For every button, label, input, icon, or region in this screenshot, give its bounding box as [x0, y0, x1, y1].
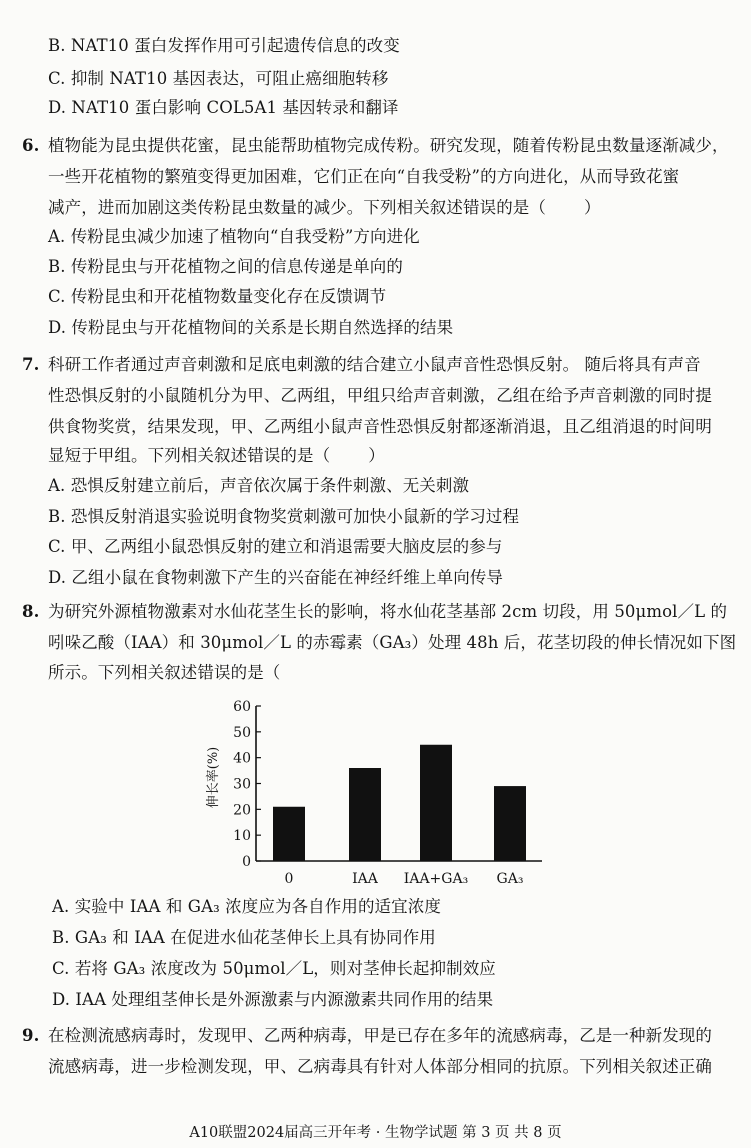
x-tick-label: 0	[284, 871, 294, 887]
y-tick-label: 40	[233, 750, 251, 767]
q5-option-b: B. NAT10 蛋白发挥作用可引起遗传信息的改变	[48, 36, 400, 55]
bar	[494, 786, 526, 861]
elongation-bar-chart	[200, 696, 550, 890]
q6-stem-line-1: 植物能为昆虫提供花蜜，昆虫能帮助植物完成传粉。研究发现，随着传粉昆虫数量逐渐减少，	[48, 136, 729, 155]
q6-option-d: D. 传粉昆虫与开花植物间的关系是长期自然选择的结果	[48, 318, 454, 337]
q7-option-b: B. 恐惧反射消退实验说明食物奖赏刺激可加快小鼠新的学习过程	[48, 507, 520, 526]
q7-option-a: A. 恐惧反射建立前后，声音依次属于条件刺激、无关刺激	[48, 476, 470, 495]
q9-stem-line-1: 在检测流感病毒时，发现甲、乙两种病毒，甲是已存在多年的流感病毒，乙是一种新发现的	[48, 1026, 712, 1045]
q8-option-d: D. IAA 处理组茎伸长是外源激素与内源激素共同作用的结果	[52, 990, 494, 1009]
bar	[420, 745, 452, 861]
q7-number: 7.	[22, 355, 40, 374]
q8-option-c: C. 若将 GA₃ 浓度改为 50μmol／L，则对茎伸长起抑制效应	[52, 959, 496, 978]
q7-stem-line-3: 供食物奖赏，结果发现，甲、乙两组小鼠声音性恐惧反射都逐渐消退，且乙组消退的时间明	[48, 417, 712, 436]
q5-option-c: C. 抑制 NAT10 基因表达，可阻止癌细胞转移	[48, 69, 389, 88]
q6-number: 6.	[22, 136, 40, 155]
chart-bars	[273, 745, 526, 861]
q8-stem-line-1: 为研究外源植物激素对水仙花茎生长的影响，将水仙花茎基部 2cm 切段，用 50μmol／L 的	[48, 602, 728, 621]
q9-stem-line-2: 流感病毒，进一步检测发现，甲、乙病毒具有针对人体部分相同的抗原。下列相关叙述正确	[48, 1057, 712, 1076]
q8-option-b: B. GA₃ 和 IAA 在促进水仙花茎伸长上具有协同作用	[52, 928, 436, 947]
bar	[273, 807, 305, 861]
y-tick-label: 0	[242, 854, 251, 870]
q5-option-d: D. NAT10 蛋白影响 COL5A1 基因转录和翻译	[48, 98, 399, 117]
q8-stem-line-2: 吲哚乙酸（IAA）和 30μmol／L 的赤霉素（GA₃）处理 48h 后，花茎切段的伸长情况如下图	[48, 633, 737, 652]
q8-number: 8.	[22, 602, 40, 621]
page-footer: A10联盟2024届高三开年考 · 生物学试题 第 3 页 共 8 页	[189, 1125, 562, 1141]
q6-stem-text: 减产，进而加剧这类传粉昆虫数量的减少。下列相关叙述错误的是（	[48, 198, 546, 217]
y-axis-title: 伸长率(%)	[206, 746, 221, 809]
q6-option-b: B. 传粉昆虫与开花植物之间的信息传递是单向的	[48, 257, 403, 276]
q8-stem-line-3: 所示。下列相关叙述错误的是（	[48, 663, 281, 682]
y-tick-label: 20	[233, 802, 251, 819]
x-tick-label: IAA	[352, 871, 378, 887]
q6-option-a: A. 传粉昆虫减少加速了植物向“自我受粉”方向进化	[48, 227, 420, 246]
q7-close-paren: ）	[368, 446, 385, 465]
x-tick-label: GA₃	[496, 871, 524, 887]
q7-stem-text: 显短于甲组。下列相关叙述错误的是（	[48, 446, 331, 465]
y-tick-label: 10	[233, 828, 251, 845]
q8-option-a: A. 实验中 IAA 和 GA₃ 浓度应为各自作用的适宜浓度	[52, 897, 441, 916]
y-tick-label: 30	[233, 776, 251, 793]
y-tick-label: 50	[233, 724, 251, 741]
q7-stem-line-1: 科研工作者通过声音刺激和足底电刺激的结合建立小鼠声音性恐惧反射。 随后将具有声音	[48, 355, 701, 374]
bar	[349, 768, 381, 861]
q7-stem-line-4	[48, 446, 385, 466]
q9-number: 9.	[22, 1026, 40, 1045]
q6-stem-line-3	[48, 198, 601, 218]
q7-stem-line-2: 性恐惧反射的小鼠随机分为甲、乙两组，甲组只给声音刺激，乙组在给予声音刺激的同时提	[48, 386, 712, 405]
q7-option-c: C. 甲、乙两组小鼠恐惧反射的建立和消退需要大脑皮层的参与	[48, 537, 503, 556]
q6-close-paren: ）	[584, 198, 601, 217]
y-tick-label: 60	[233, 699, 251, 715]
q7-option-d: D. 乙组小鼠在食物刺激下产生的兴奋能在神经纤维上单向传导	[48, 568, 504, 587]
q6-stem-line-2: 一些开花植物的繁殖变得更加困难，它们正在向“自我受粉”的方向进化，从而导致花蜜	[48, 167, 680, 186]
x-tick-label: IAA+GA₃	[403, 871, 469, 887]
q6-option-c: C. 传粉昆虫和开花植物数量变化存在反馈调节	[48, 287, 387, 306]
